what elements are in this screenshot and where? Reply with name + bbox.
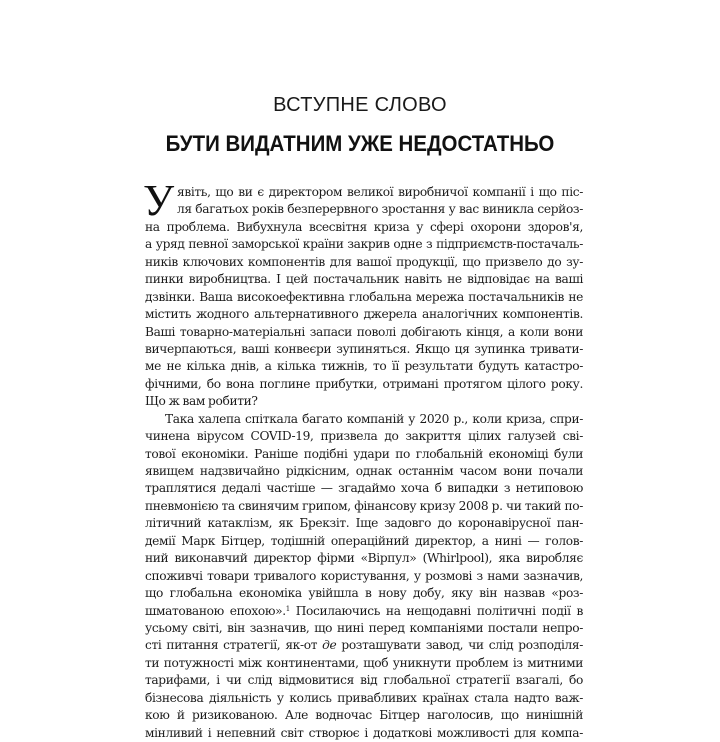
text-line: пневмонією та свинячим грипом, фінансову кризу 2008 р. чи такий по- [145,498,583,513]
text-line: вичерпаються, ваші конвеєри зупиняться. Якщо ця зупинка тривати- [145,341,583,356]
text-line: траплятися дедалі частіше — згадаймо хоча б випадки з нетиповою [145,481,583,496]
text-line: ників ключових компонентів для вашої продукції, що призвело до зу- [145,254,583,269]
text-line: кою й ризикованою. Але водночас Бітцер наголосив, що нинішній [145,708,583,723]
body-text [143,176,583,742]
text-line: на проблема. Вибухнула всесвітня криза у сфері охорони здоров'я, [145,219,583,234]
text-line: Така халепа спіткала багато компаній у 2020 р., коли криза, спри- [165,411,583,426]
text-line: Що ж вам робити? [145,394,258,409]
section-kicker: ВСТУПНЕ СЛОВО [273,94,447,116]
text-line: шматованою епохою».$^1$ Посилаючись на нещодавні політичні події в [145,603,583,618]
text-line: сті питання стратегії, як-от де розташувати завод, чи слід розподіля- [145,638,583,653]
text-line: фічними, бо вона поглине прибутки, отримані протягом цілого року. [145,376,583,391]
text-line: тової економіки. Раніше подібні удари по глобальній економіці були [145,446,583,461]
text-line: що глобальна економіка увійшла в нову добу, яку він назвав «роз- [145,586,583,601]
text-line: літичний катаклізм, як Брекзіт. Іще задовго до коронавірусної пан- [145,516,583,531]
text-line: ний виконавчий директор фірми «Вірпул» (Whirlpool), яка виробляє [145,551,583,566]
emphasis: де [322,638,337,653]
text-line: явищем надзвичайно рідкісним, однак останнім часом вони почали [145,464,583,478]
text-line: ти потужності між континентами, щоб уникнути проблем із митними [145,655,583,670]
footnote-marker[interactable]: 1 [285,604,290,613]
text-line: дзвінки. Ваша високоефективна глобальна мережа постачальників не [145,289,583,304]
text-line: пинки виробництва. І цей постачальник навіть не відповідає на ваші [145,272,583,287]
text-line: ля багатьох років безперервного зростання у вас виникла серйоз- [177,202,583,217]
drop-cap: У [143,176,175,225]
text-line: демії Марк Бітцер, тодішній операційний директор, а нині — голов- [145,533,583,548]
text-line: споживчі товари тривалого користування, у розмові з нами зазначив, [145,568,583,583]
text-line: Ваші товарно-матеріальні запаси поволі добігають кінця, а коли вони [145,324,583,339]
text-line: містить жодного альтернативного джерела аналогічних компонентів. [145,307,583,322]
text-line: тарифами, і чи слід відмовитися від глобальної стратегії взагалі, бо [145,673,583,688]
text-line: ме не кілька днів, а кілька тижнів, то її результати будуть катастро- [145,359,583,374]
text-line: усьому світі, він зазначив, що нині перед компаніями постали непро- [145,620,583,635]
chapter-title: БУТИ ВИДАТНИМ УЖЕ НЕДОСТАТНЬО [165,131,555,156]
text-line: мінливий і непевний світ створює і додаткові можливості для компа- [145,725,583,740]
text-line: явіть, що ви є директором великої виробничої компанії і що піс- [177,185,583,199]
text-line: бізнесова діяльність у колись привабливих країнах стала надто важ- [145,690,583,705]
text-line: а уряд певної заморської країни закрив одне з підприємств-постачаль- [145,237,583,252]
text-line: чинена вірусом COVID-19, призвела до закриття цілих галузей сві- [145,429,583,444]
